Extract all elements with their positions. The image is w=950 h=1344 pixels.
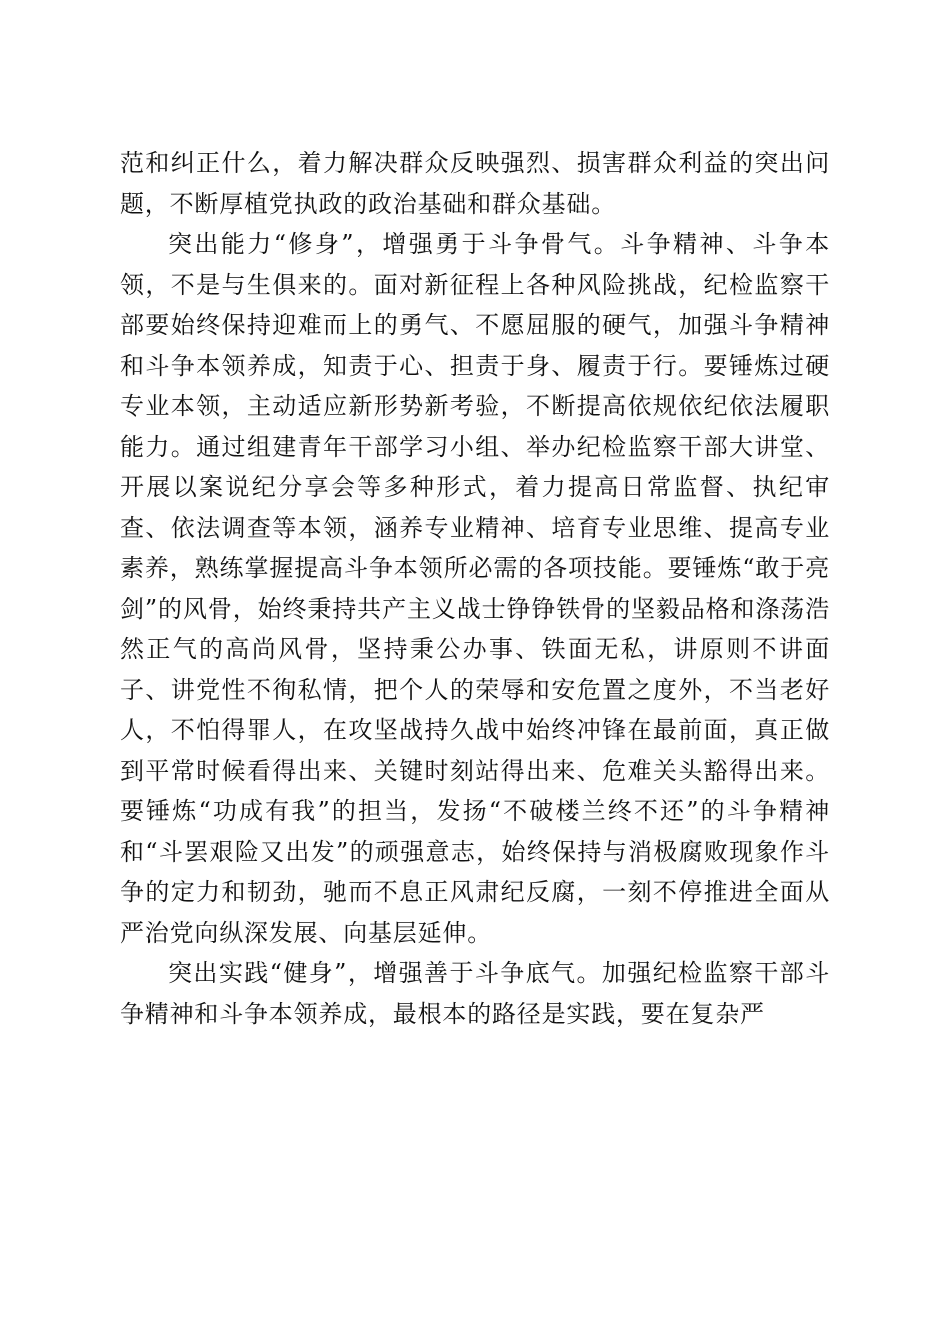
paragraph-continuation: 范和纠正什么，着力解决群众反映强烈、损害群众利益的突出问题，不断厚植党执政的政治基础和群众基础。 [120,149,830,218]
paragraph-ability-cultivation: 突出能力“修身”，增强勇于斗争骨气。斗争精神、斗争本领，不是与生俱来的。面对新征程上各种风险挑战，纪检监察干部要始终保持迎难而上的勇气、不愿屈服的硬气，加强斗争精神和斗争本领养成，知责于心、担责于身、履责于行。要锤炼过硬专业本领，主动适应新形势新考验，不断提高依规依纪依法履职能力。通过组建青年干部学习小组、举办纪检监察干部大讲堂、开展以案说纪分享会等多种形式，着力提高日常监督、执纪审查、依法调查等本领，涵养专业精神、培育专业思维、提高专业素养，熟练掌握提高斗争本领所必需的各项技能。要锤炼“敢于亮剑”的风骨，始终秉持共产主义战士铮铮铁骨的坚毅品格和涤荡浩然正气的高尚风骨，坚持秉公办事、铁面无私，讲原则不讲面子、讲党性不徇私情，把个人的荣辱和安危置之度外，不当老好人，不怕得罪人，在攻坚战持久战中始终冲锋在最前面，真正做到平常时候看得出来、关键时刻站得出来、危难关头豁得出来。要锤炼“功成有我”的担当，发扬“不破楼兰终不还”的斗争精神和“斗罢艰险又出发”的顽强意志，始终保持与消极腐败现象作斗争的定力和韧劲，驰而不息正风肃纪反腐，一刻不停推进全面从严治党向纵深发展、向基层延伸。 [120,230,830,947]
paragraph-practice-cultivation: 突出实践“健身”，增强善于斗争底气。加强纪检监察干部斗争精神和斗争本领养成，最根本的路径是实践，要在复杂严 [120,959,830,1028]
document-body [120,143,830,1034]
